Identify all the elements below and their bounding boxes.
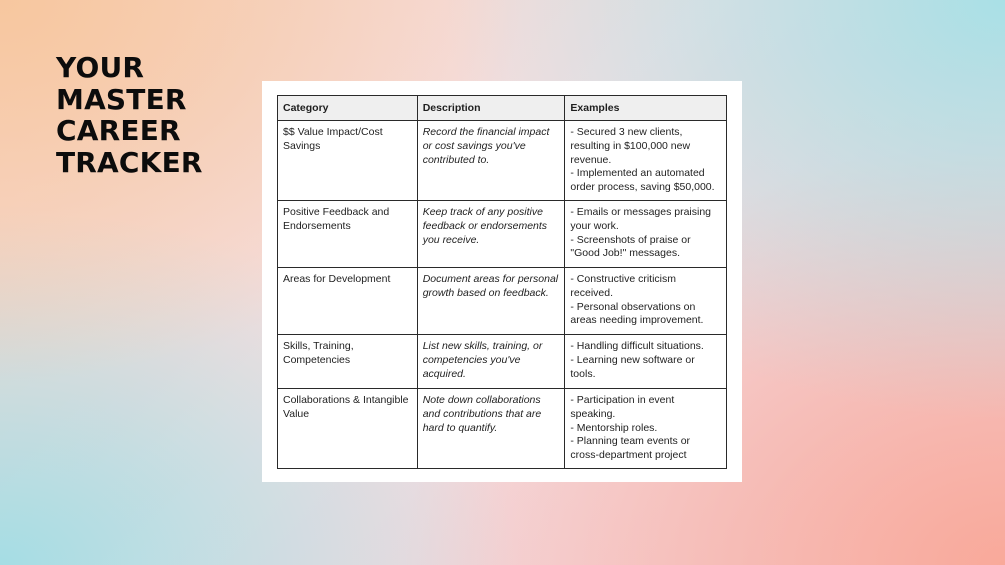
table-row bbox=[278, 389, 727, 469]
category-cell: Skills, Training, Competencies bbox=[278, 335, 418, 389]
description-cell: Keep track of any positive feedback or endorsements you receive. bbox=[417, 201, 565, 268]
examples-cell: - Participation in event speaking. - Mentorship roles. - Planning team events or cross-department project bbox=[565, 389, 727, 469]
table-row bbox=[278, 121, 727, 201]
tracker-table-card bbox=[262, 81, 742, 482]
description-cell: List new skills, training, or competencies you've acquired. bbox=[417, 335, 565, 389]
category-cell: Positive Feedback and Endorsements bbox=[278, 201, 418, 268]
header-category: Category bbox=[278, 96, 418, 121]
description-cell: Document areas for personal growth based on feedback. bbox=[417, 268, 565, 335]
title-line: YOUR bbox=[56, 51, 145, 84]
title-line: CAREER bbox=[56, 114, 181, 147]
table-row bbox=[278, 335, 727, 389]
title-line: TRACKER bbox=[56, 145, 203, 179]
category-cell: $$ Value Impact/Cost Savings bbox=[278, 121, 418, 201]
examples-cell: - Handling difficult situations. - Learning new software or tools. bbox=[565, 335, 727, 389]
header-examples: Examples bbox=[565, 96, 727, 121]
table-row bbox=[278, 268, 727, 335]
examples-cell: - Emails or messages praising your work. - Screenshots of praise or "Good Job!" messages. bbox=[565, 201, 727, 268]
examples-cell: - Constructive criticism received. - Personal observations on areas needing improvement. bbox=[565, 268, 727, 335]
career-tracker-table bbox=[277, 95, 727, 469]
category-cell: Areas for Development bbox=[278, 268, 418, 335]
title-line: MASTER bbox=[56, 82, 187, 116]
examples-cell: - Secured 3 new clients, resulting in $100,000 new revenue. - Implemented an automated order process, saving $50,000. bbox=[565, 121, 727, 201]
description-cell: Record the financial impact or cost savings you've contributed to. bbox=[417, 121, 565, 201]
page-title bbox=[56, 52, 203, 178]
header-description: Description bbox=[417, 96, 565, 121]
table-header-row bbox=[278, 96, 727, 121]
description-cell: Note down collaborations and contributions that are hard to quantify. bbox=[417, 389, 565, 469]
category-cell: Collaborations & Intangible Value bbox=[278, 389, 418, 469]
table-row bbox=[278, 201, 727, 268]
